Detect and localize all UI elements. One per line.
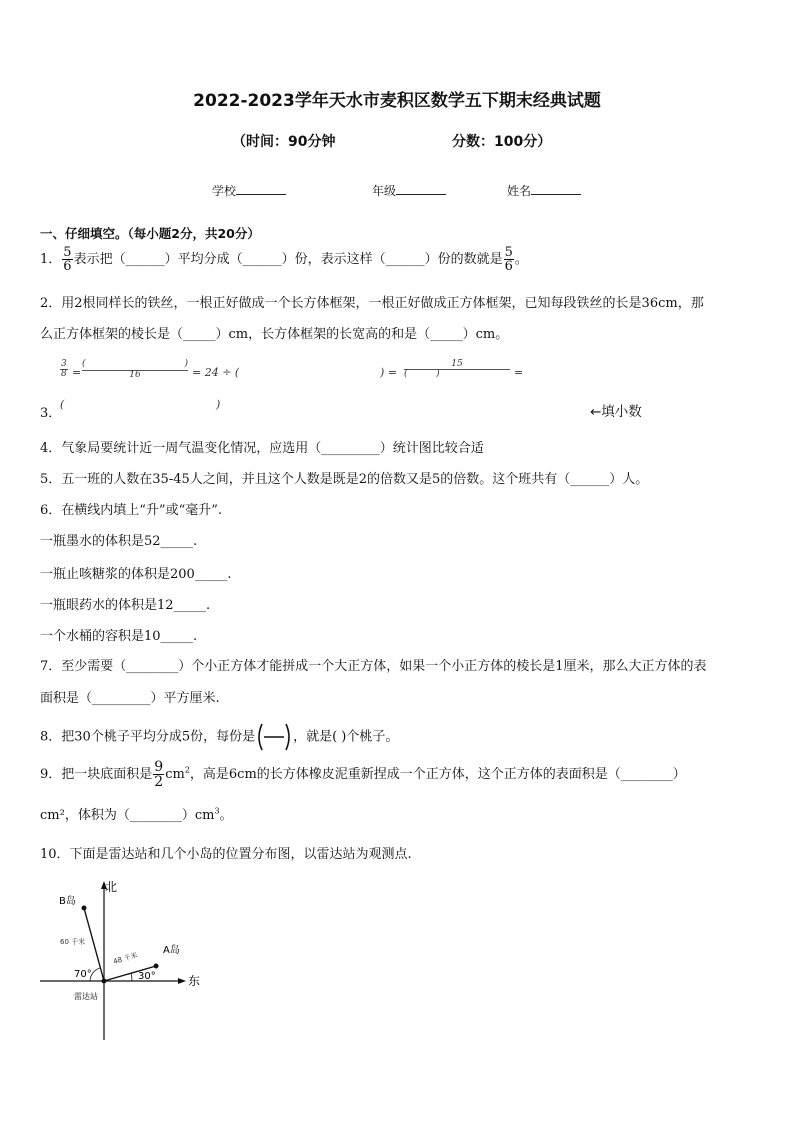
north-label: 北 (105, 880, 118, 894)
total-score: 分数：100分） (452, 134, 552, 150)
b-angle-label: 70° (74, 969, 92, 980)
time-limit: （时间：90分钟 (232, 134, 336, 150)
fraction-5-6-b: $\frac{5}{6}$ (504, 245, 513, 274)
a-island-point (154, 964, 159, 969)
question-2-line2: 么正方体框架的棱长是（_____）cm，长方体框架的长宽高的和是（_____）cm。 (40, 327, 509, 342)
q3-blank-open: ( (60, 398, 65, 411)
page-title: 2022-2023学年天水市麦积区数学五下期末经典试题 (193, 91, 601, 111)
question-4: 4．气象局要统计近一周气温变化情况，应选用（_________）统计图比较合适 (40, 441, 484, 456)
q3-fraction-blank-16: ( ) 16 (82, 359, 188, 380)
question-9-line2: cm²，体积为$(\_\_\_\_\_\_\_\_)cm^3$。 (40, 806, 233, 823)
question-10: 10．下面是雷达站和几个小岛的位置分布图，以雷达站为观测点. (40, 847, 412, 862)
q3-division: = 24 ÷ ( (192, 366, 240, 379)
q3-equals: = (72, 366, 82, 379)
fraction-5-6: $\frac{5}{6}$ (63, 245, 72, 274)
q3-fraction-3-8: 3 8 (61, 359, 67, 379)
question-7-line1: 7．至少需要（________）个小正方体才能拼成一个大正方体，如果一个小正方体的棱长是1厘米，那么大正方体的表 (40, 659, 707, 674)
question-6-item: 一个水桶的容积是10_____. (40, 629, 198, 644)
blank-fraction-icon (255, 722, 293, 752)
east-label: 东 (188, 974, 201, 988)
question-9-line1: 9．把一块底面积是 $\frac{9}{2}$ $cm^2$，高是6cm的长方体橡皮泥重新捏成一个正方体，这个正方体的表面积是（________） (40, 759, 686, 790)
question-3-number: 3． (40, 406, 62, 421)
question-6-item: 一瓶止咳糖浆的体积是200_____. (40, 567, 232, 582)
question-6-item: 一瓶墨水的体积是52_____. (40, 534, 198, 549)
q3-close-equals: ) = (380, 366, 398, 379)
a-distance-label: 48 千米 (112, 951, 139, 966)
question-8: 8．把30个桃子平均分成5份，每份是 ，就是( )个桃子。 (40, 722, 398, 752)
b-island-point (82, 906, 87, 911)
angle-arc-30 (131, 973, 132, 981)
school-field[interactable] (212, 182, 286, 199)
east-arrow-icon (178, 978, 186, 984)
question-6-item: 一瓶眼药水的体积是12_____. (40, 598, 211, 613)
grade-label: 年级 (372, 184, 397, 198)
question-1: 1． $\frac{5}{6}$ 表示把（______）平均分成（______）份，表示这样（______）份的数就是 $\frac{5}{6}$ 。 (40, 245, 528, 274)
a-angle-label: 30° (138, 971, 156, 982)
question-5: 5．五一班的人数在35-45人之间，并且这个人数是既是2的倍数又是5的倍数。这个班共有（______）人。 (40, 472, 649, 487)
question-6-heading: 6．在横线内填上“升”或“毫升”. (40, 503, 222, 518)
name-field[interactable] (507, 182, 581, 199)
q3-fraction-15: 15 ( ) (404, 360, 510, 379)
b-distance-label: 60 千米 (60, 938, 86, 946)
radar-station-point (102, 979, 107, 984)
q3-blank-close: ) (216, 398, 221, 411)
q3-end-equals: = (514, 366, 524, 379)
school-label: 学校 (212, 184, 237, 198)
a-island-label: A岛 (163, 945, 180, 956)
grade-field[interactable] (372, 182, 446, 199)
question-7-line2: 面积是（_________）平方厘米. (40, 691, 220, 706)
b-island-label: B岛 (59, 896, 76, 907)
question-2-line1: 2．用2根同样长的铁丝，一根正好做成一个长方体框架，一根正好做成正方体框架，已知每段铁丝的长是36cm，那 (40, 296, 704, 311)
section-heading: 一、仔细填空。（每小题2分，共20分） (40, 226, 260, 241)
radar-position-map (40, 875, 220, 1045)
radar-station-label: 雷达站 (74, 992, 98, 1001)
q3-hint: ←填小数 (590, 404, 642, 420)
name-label: 姓名 (507, 184, 532, 198)
